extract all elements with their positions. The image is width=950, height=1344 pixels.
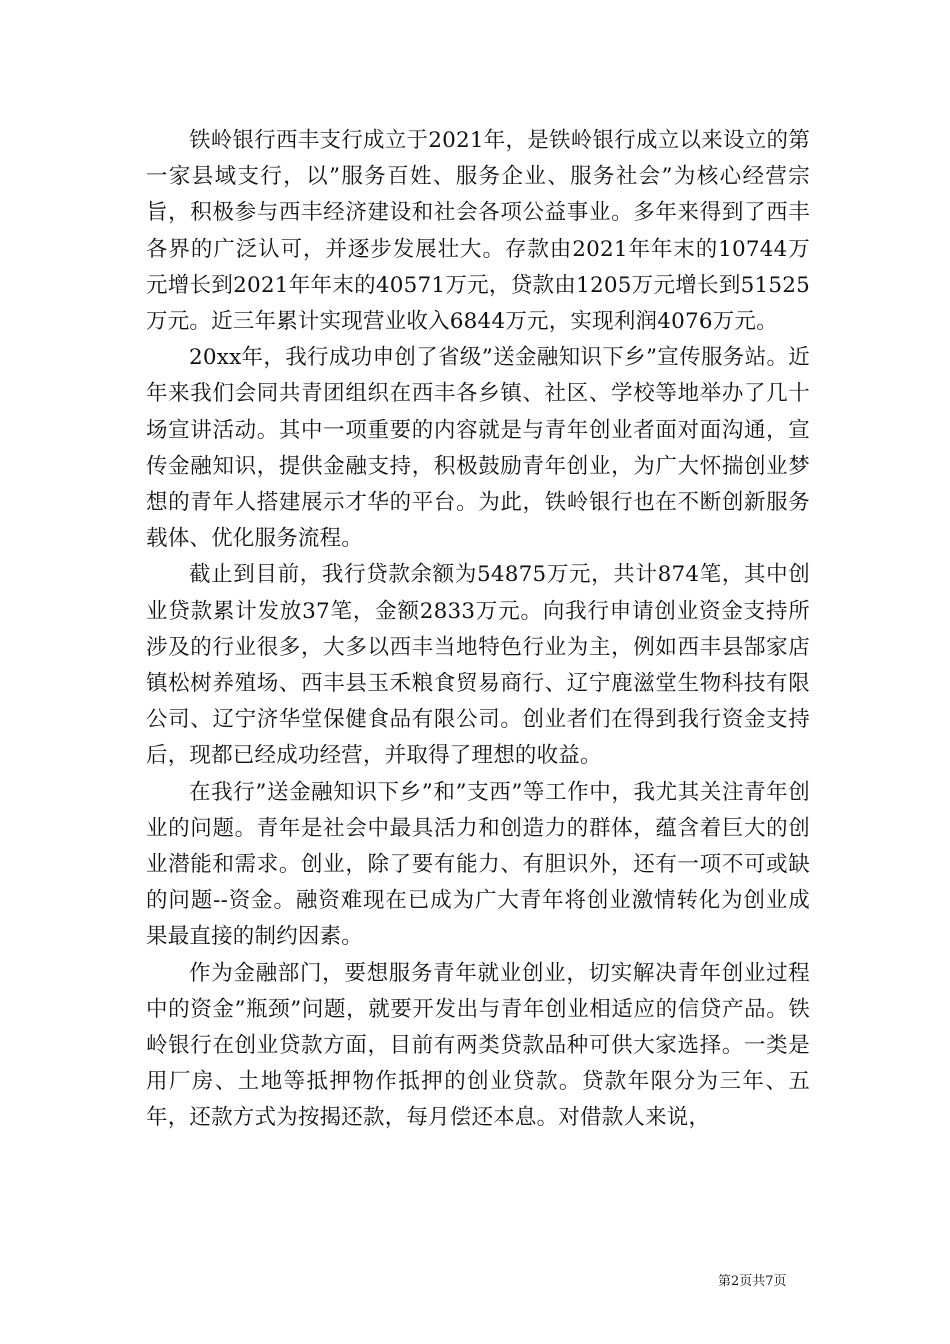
paragraph-3: 截止到目前，我行贷款余额为54875万元，共计874笔，其中创业贷款累计发放37笔，金额2833万元。向我行申请创业资金支持所涉及的行业很多，大多以西丰当地特色行业为主，例如西丰县郜家店镇松树养殖场、西丰县玉禾粮食贸易商行、辽宁鹿滋堂生物科技有限公司、辽宁济华堂保健食品有限公司。创业者们在得到我行资金支持后，现都已经成功经营，并取得了理想的收益。 [146,562,810,769]
page-number-footer: 第2页共7页 [718,1274,787,1289]
paragraph-5: 作为金融部门，要想服务青年就业创业，切实解决青年创业过程中的资金”瓶颈”问题，就要开发出与青年创业相适应的信贷产品。铁岭银行在创业贷款方面，目前有两类贷款品种可供大家选择。一类是用厂房、土地等抵押物作抵押的创业贷款。贷款年限分为三年、五年，还款方式为按揭还款，每月偿还本息。对借款人来说， [146,960,810,1131]
paragraph-1: 铁岭银行西丰支行成立于2021年，是铁岭银行成立以来设立的第一家县域支行，以”服务百姓、服务企业、服务社会”为核心经营宗旨，积极参与西丰经济建设和社会各项公益事业。多年来得到了西丰各界的广泛认可，并逐步发展壮大。存款由2021年年末的10744万元增长到2021年年末的40571万元，贷款由1205万元增长到51525万元。近三年累计实现营业收入6844万元，实现利润4076万元。 [146,128,810,335]
paragraph-4: 在我行”送金融知识下乡”和”支西”等工作中，我尤其关注青年创业的问题。青年是社会中最具活力和创造力的群体，蕴含着巨大的创业潜能和需求。创业，除了要有能力、有胆识外，还有一项不可或缺的问题--资金。融资难现在已成为广大青年将创业激情转化为创业成果最直接的制约因素。 [146,779,810,950]
paragraph-2: 20xx年，我行成功申创了省级”送金融知识下乡”宣传服务站。近年来我们会同共青团组织在西丰各乡镇、社区、学校等地举办了几十场宣讲活动。其中一项重要的内容就是与青年创业者面对面沟通，宣传金融知识，提供金融支持，积极鼓励青年创业，为广大怀揣创业梦想的青年人搭建展示才华的平台。为此，铁岭银行也在不断创新服务载体、优化服务流程。 [146,345,810,552]
document-body [146,123,810,1137]
